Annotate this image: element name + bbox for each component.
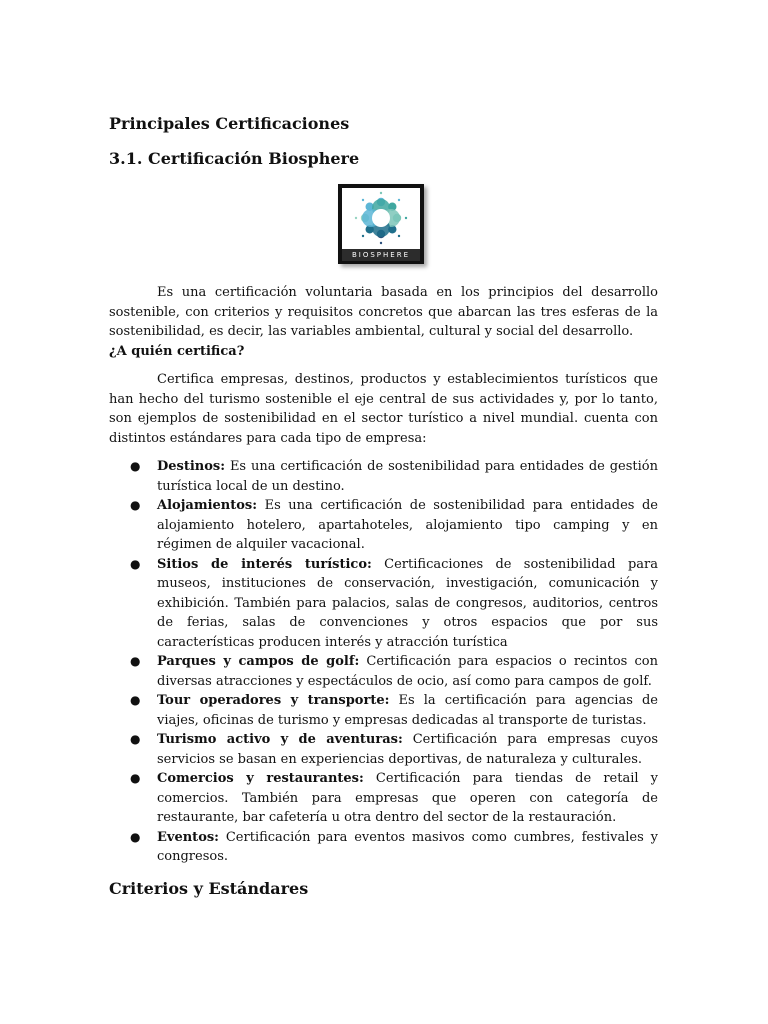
- list-item: [109, 828, 658, 867]
- item-term: Destinos:: [157, 459, 226, 474]
- heading-criteria: Criterios y Estándares: [109, 879, 309, 898]
- list-item: [109, 730, 658, 769]
- list-item: [109, 496, 658, 555]
- list-item: [109, 555, 658, 653]
- certifies-paragraph: Certifica empresas, destinos, productos y establecimientos turísticos que han hecho del turismo sostenible el eje central de sus actividades y, por lo tanto, son ejemplos de sostenibilidad en el sector turístico a nivel mundial. cuenta con distintos estándares para cada tipo de empresa:: [109, 372, 658, 446]
- bullet-icon: ●: [130, 829, 141, 844]
- item-term: Comercios y restaurantes:: [157, 771, 364, 786]
- item-text: Certificación para tiendas de retail y comercios. También para empresas que operen con categoría de restaurante, bar cafetería u otra dentro del sector de la restauración.: [157, 771, 658, 825]
- item-text: Certificación para empresas cuyos servicios se basan en experiencias deportivas, de naturaleza y culturales.: [157, 732, 658, 767]
- biosphere-logo: [338, 184, 424, 264]
- item-text: Certificaciones de sostenibilidad para museos, instituciones de conservación, investigación, comunicación y exhibición. También para palacios, salas de congresos, auditorios, centros de ferias, salas de convenciones y otros espacios que por sus características producen interés y atracción turística: [157, 556, 658, 650]
- bullet-icon: ●: [130, 732, 141, 746]
- item-term: Parques y campos de golf:: [157, 654, 360, 669]
- item-text: Es una certificación de sostenibilidad para entidades de alojamiento hotelero, apartahoteles, alojamiento tipo camping y en régimen de alquiler vacacional.: [157, 498, 658, 552]
- bullet-icon: ●: [130, 654, 141, 668]
- logo-wordmark: BIOSPHERE: [342, 249, 420, 261]
- item-term: Eventos:: [157, 829, 219, 845]
- item-text: Certificación para eventos masivos como cumbres, festivales y congresos.: [157, 829, 658, 864]
- item-text: Es la certificación para agencias de viajes, oficinas de turismo y empresas dedicadas al transporte de turistas.: [157, 693, 658, 728]
- intro-paragraph: Es una certificación voluntaria basada en los principios del desarrollo sostenible, con criterios y requisitos concretos que abarcan las tres esferas de la sostenibilidad, es decir, las variables ambiental, cultural y social del desarrollo.: [109, 285, 658, 340]
- heading-main: Principales Certificaciones: [109, 114, 350, 133]
- item-term: Sitios de interés turístico:: [157, 556, 372, 572]
- bullet-icon: ●: [130, 771, 141, 785]
- bullet-icon: ●: [130, 693, 141, 707]
- standards-list: [109, 457, 658, 867]
- item-text: Es una certificación de sostenibilidad para entidades de gestión turística local de un destino.: [157, 459, 658, 494]
- heading-who: ¿A quién certifica?: [109, 344, 245, 359]
- heading-section: 3.1. Certificación Biosphere: [109, 149, 360, 168]
- bullet-icon: ●: [130, 556, 141, 571]
- bullet-icon: ●: [130, 498, 141, 512]
- list-item: [109, 652, 658, 691]
- list-item: [109, 769, 658, 828]
- list-item: [109, 457, 658, 496]
- list-item: [109, 691, 658, 730]
- item-term: Tour operadores y transporte:: [157, 693, 390, 708]
- item-term: Alojamientos:: [157, 498, 258, 513]
- item-term: Turismo activo y de aventuras:: [157, 732, 403, 747]
- item-text: Certificación para espacios o recintos con diversas atracciones y espectáculos de ocio, así como para campos de golf.: [157, 654, 658, 689]
- bullet-icon: ●: [130, 459, 141, 473]
